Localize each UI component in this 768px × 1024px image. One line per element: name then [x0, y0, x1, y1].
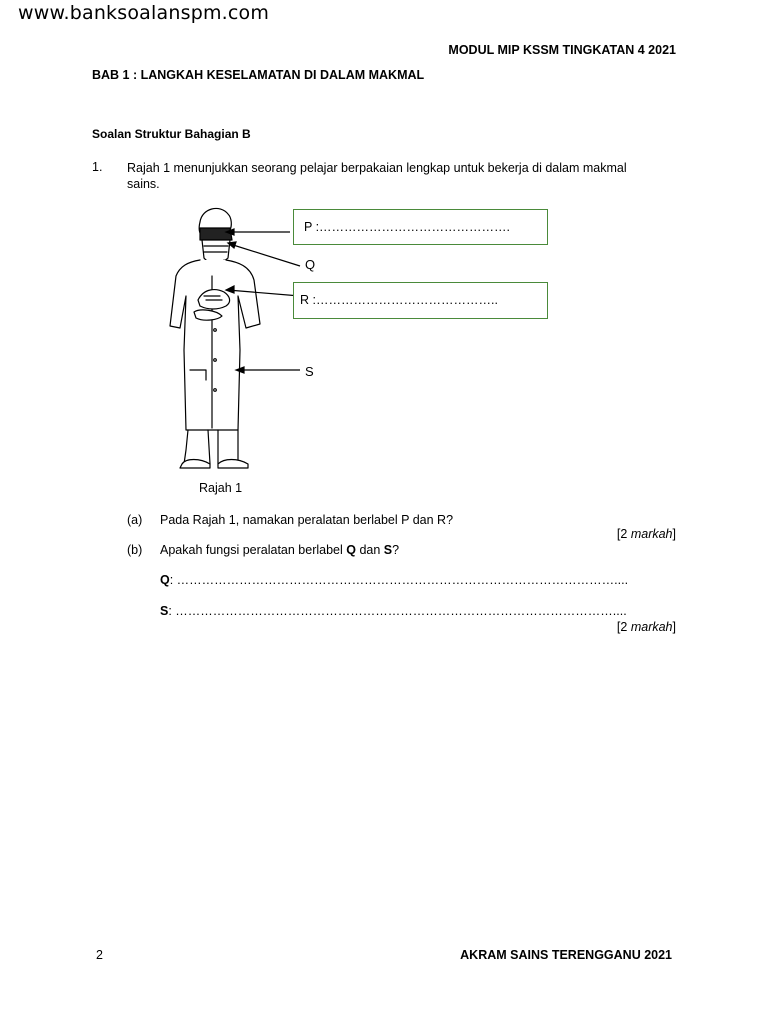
label-box-r [293, 282, 548, 319]
answer-line-q [160, 573, 628, 587]
module-header: MODUL MIP KSSM TINGKATAN 4 2021 [448, 43, 676, 57]
question-text [127, 160, 627, 192]
label-q: Q [305, 257, 316, 272]
answer-s-dots: : …………………………………………………………………………………………….... [168, 604, 627, 618]
label-p: P :………………………………………. [304, 220, 511, 234]
part-b-text-middle: dan [355, 543, 384, 557]
footer-credit: AKRAM SAINS TERENGGANU 2021 [460, 948, 672, 962]
part-b-label: (b) [127, 543, 143, 557]
marks-suffix: ] [672, 527, 676, 541]
marks-word: markah [630, 620, 673, 634]
marks-word: markah [630, 527, 673, 541]
part-a-marks [617, 527, 676, 541]
part-a-text: Pada Rajah 1, namakan peralatan berlabel P dan R? [160, 513, 454, 527]
marks-prefix: [2 [616, 527, 631, 541]
answer-s-label: S [160, 604, 169, 618]
part-b-bold-q: Q [346, 543, 356, 557]
answer-q-dots: : …………………………………………………………………………………………….... [169, 573, 629, 587]
answer-line-s [160, 604, 627, 618]
chapter-title: BAB 1 : LANGKAH KESELAMATAN DI DALAM MAKMAL [92, 68, 425, 82]
page-number: 2 [96, 948, 103, 962]
question-number: 1. [92, 160, 103, 174]
part-b-text [160, 543, 399, 557]
question-text-line1: Rajah 1 menunjukkan seorang pelajar berpakaian lengkap untuk bekerja di dalam makmal [127, 161, 627, 175]
marks-suffix: ] [672, 620, 676, 634]
part-b-bold-s: S [383, 543, 393, 557]
answer-q-label: Q [160, 573, 170, 587]
part-b-text-after: ? [392, 543, 400, 557]
part-a-label: (a) [127, 513, 143, 527]
section-title: Soalan Struktur Bahagian B [92, 127, 251, 141]
question-text-line2: sains. [127, 177, 160, 191]
marks-prefix: [2 [616, 620, 631, 634]
figure-caption: Rajah 1 [199, 481, 243, 495]
label-box-p [293, 209, 548, 245]
label-s: S [305, 364, 314, 379]
label-r: R :…………………………………….. [300, 293, 498, 307]
part-b-text-before: Apakah fungsi peralatan berlabel [160, 543, 347, 557]
watermark: www.banksoalanspm.com [18, 2, 270, 24]
part-b-marks [617, 620, 676, 634]
